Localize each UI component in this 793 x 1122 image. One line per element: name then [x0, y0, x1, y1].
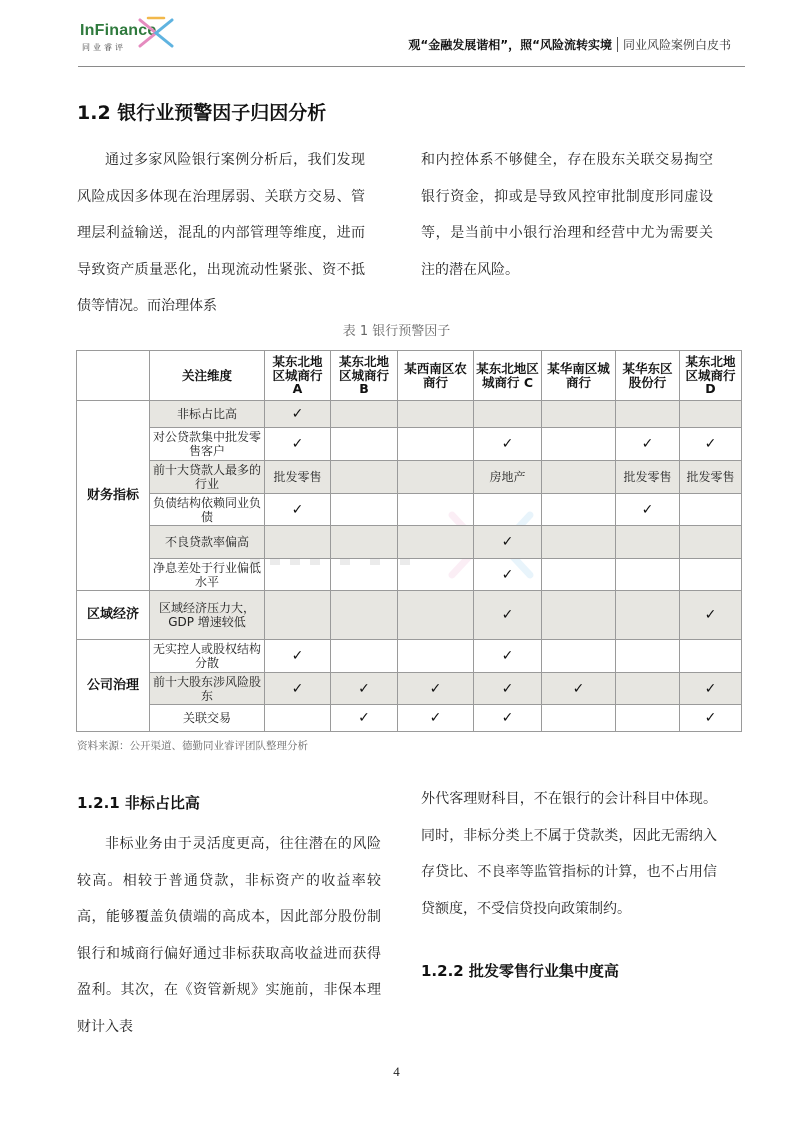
value-cell — [331, 526, 398, 559]
value-cell: ✓ — [680, 591, 742, 640]
table-header-cell: 关注维度 — [150, 351, 265, 401]
table-header-cell: 某华东区股份行 — [616, 351, 680, 401]
value-cell: ✓ — [680, 705, 742, 732]
subsection-heading: 1.2.1 非标占比高 — [77, 794, 200, 812]
value-cell — [474, 401, 542, 428]
value-cell — [542, 461, 616, 494]
subsection-left-column — [77, 826, 381, 1045]
value-cell: ✓ — [616, 428, 680, 461]
table-row — [77, 401, 742, 428]
value-cell: ✓ — [331, 705, 398, 732]
table-row — [77, 640, 742, 673]
factor-cell: 净息差处于行业偏低水平 — [150, 559, 265, 591]
value-cell — [680, 640, 742, 673]
value-cell — [542, 428, 616, 461]
table-header-cell: 某东北地区城商行 B — [331, 351, 398, 401]
value-cell: ✓ — [616, 494, 680, 526]
value-cell — [474, 494, 542, 526]
value-cell — [616, 526, 680, 559]
value-cell — [398, 559, 474, 591]
factor-cell: 无实控人或股权结构分散 — [150, 640, 265, 673]
intro-right-text: 和内控体系不够健全，存在股东关联交易掏空银行资金，抑或是导致风控审批制度形同虚设等，是当前中小银行治理和经营中尤为需要关注的潜在风险。 — [421, 152, 713, 278]
value-cell — [616, 640, 680, 673]
header-title-block — [408, 36, 731, 53]
subsection-left-text: 非标业务由于灵活度更高，往往潜在的风险较高。相较于普通贷款，非标资产的收益率较高，能够覆盖负债端的高成本，因此部分股份制银行和城商行偏好通过非标获取高收益进而获得盈利。其次，在《资管新规》实施前，非保本理财计入表 — [77, 836, 381, 1035]
logo-wordmark: InFinance — [80, 22, 157, 39]
value-cell — [398, 526, 474, 559]
value-cell: ✓ — [474, 705, 542, 732]
header-doc-title: 同业风险案例白皮书 — [622, 38, 731, 52]
value-cell: ✓ — [265, 428, 331, 461]
table-header-row — [77, 351, 742, 401]
table-header-cell: 某东北地区城商行 D — [680, 351, 742, 401]
header-slogan: 观“金融发展谐相”，照“风险流转实境 — [408, 38, 612, 52]
category-cell: 区域经济 — [77, 591, 150, 640]
table-header-cell: 某西南区农商行 — [398, 351, 474, 401]
value-cell — [542, 591, 616, 640]
value-cell: ✓ — [474, 428, 542, 461]
value-cell — [331, 494, 398, 526]
category-cell: 公司治理 — [77, 640, 150, 732]
factor-cell: 前十大贷款人最多的行业 — [150, 461, 265, 494]
intro-left-column — [77, 142, 365, 325]
value-cell — [398, 401, 474, 428]
table-header-cell: 某东北地区城商行 C — [474, 351, 542, 401]
value-cell: 批发零售 — [680, 461, 742, 494]
value-cell: ✓ — [265, 640, 331, 673]
value-cell — [542, 526, 616, 559]
value-cell: ✓ — [398, 673, 474, 705]
value-cell — [398, 640, 474, 673]
value-cell: ✓ — [398, 705, 474, 732]
value-cell: ✓ — [474, 640, 542, 673]
value-cell — [542, 559, 616, 591]
page-number: 4 — [393, 1064, 400, 1079]
value-cell — [616, 559, 680, 591]
value-cell — [265, 705, 331, 732]
table-row — [77, 673, 742, 705]
value-cell: ✓ — [474, 526, 542, 559]
table-header-cell: 某东北地区城商行 A — [265, 351, 331, 401]
table-row — [77, 591, 742, 640]
table-caption: 表 1 银行预警因子 — [342, 324, 451, 339]
subsection-right-column — [421, 781, 717, 927]
value-cell: ✓ — [474, 559, 542, 591]
value-cell: ✓ — [680, 673, 742, 705]
header-divider — [617, 37, 618, 52]
value-cell — [265, 559, 331, 591]
value-cell: ✓ — [265, 494, 331, 526]
subsection-right-text: 外代客理财科目，不在银行的会计科目中体现。同时，非标分类上不属于贷款类，因此无需纳入存贷比、不良率等监管指标的计算，也不占用信贷额度，不受信贷投向政策制约。 — [421, 791, 717, 917]
factor-cell: 前十大股东涉风险股东 — [150, 673, 265, 705]
value-cell — [616, 401, 680, 428]
value-cell: ✓ — [542, 673, 616, 705]
value-cell — [331, 559, 398, 591]
factor-cell: 负债结构依赖同业负债 — [150, 494, 265, 526]
category-cell: 财务指标 — [77, 401, 150, 591]
warning-factor-table — [76, 350, 742, 732]
value-cell — [616, 705, 680, 732]
value-cell — [542, 705, 616, 732]
logo-subtitle: 同业睿评 — [82, 43, 126, 52]
section-heading: 1.2 银行业预警因子归因分析 — [77, 102, 327, 124]
value-cell — [398, 428, 474, 461]
value-cell: 房地产 — [474, 461, 542, 494]
value-cell — [542, 640, 616, 673]
intro-left-text: 通过多家风险银行案例分析后，我们发现风险成因多体现在治理孱弱、关联方交易、管理层利益输送，混乱的内部管理等维度，进而导致资产质量恶化，出现流动性紧张、资不抵债等情况。而治理体系 — [77, 152, 365, 314]
table-header-cell: 某华南区城商行 — [542, 351, 616, 401]
value-cell — [331, 428, 398, 461]
table-header-cell — [77, 351, 150, 401]
value-cell — [331, 591, 398, 640]
value-cell — [542, 401, 616, 428]
value-cell — [680, 559, 742, 591]
table-row — [77, 461, 742, 494]
intro-right-column — [421, 142, 713, 288]
value-cell — [398, 494, 474, 526]
value-cell — [680, 401, 742, 428]
table-row — [77, 494, 742, 526]
value-cell: 批发零售 — [265, 461, 331, 494]
table-row — [77, 526, 742, 559]
value-cell — [331, 401, 398, 428]
factor-cell: 区域经济压力大，GDP 增速较低 — [150, 591, 265, 640]
logo-x-mark-icon — [136, 16, 176, 50]
table-row — [77, 559, 742, 591]
factor-cell: 关联交易 — [150, 705, 265, 732]
factor-cell: 对公贷款集中批发零售客户 — [150, 428, 265, 461]
value-cell — [331, 640, 398, 673]
value-cell — [680, 526, 742, 559]
value-cell: ✓ — [265, 401, 331, 428]
value-cell — [265, 526, 331, 559]
value-cell — [616, 591, 680, 640]
value-cell: ✓ — [474, 673, 542, 705]
value-cell — [398, 461, 474, 494]
subsection-heading: 1.2.2 批发零售行业集中度高 — [421, 962, 619, 980]
value-cell: ✓ — [265, 673, 331, 705]
infinance-logo — [80, 22, 190, 58]
page-header — [78, 0, 745, 67]
factor-cell: 非标占比高 — [150, 401, 265, 428]
table-row — [77, 428, 742, 461]
value-cell — [265, 591, 331, 640]
value-cell: ✓ — [680, 428, 742, 461]
value-cell — [331, 461, 398, 494]
value-cell: 批发零售 — [616, 461, 680, 494]
factor-cell: 不良贷款率偏高 — [150, 526, 265, 559]
table-row — [77, 705, 742, 732]
value-cell — [616, 673, 680, 705]
value-cell: ✓ — [331, 673, 398, 705]
value-cell — [398, 591, 474, 640]
table-source-note: 资料来源：公开渠道、德勤同业睿评团队整理分析 — [77, 740, 308, 752]
value-cell — [542, 494, 616, 526]
value-cell — [680, 494, 742, 526]
value-cell: ✓ — [474, 591, 542, 640]
